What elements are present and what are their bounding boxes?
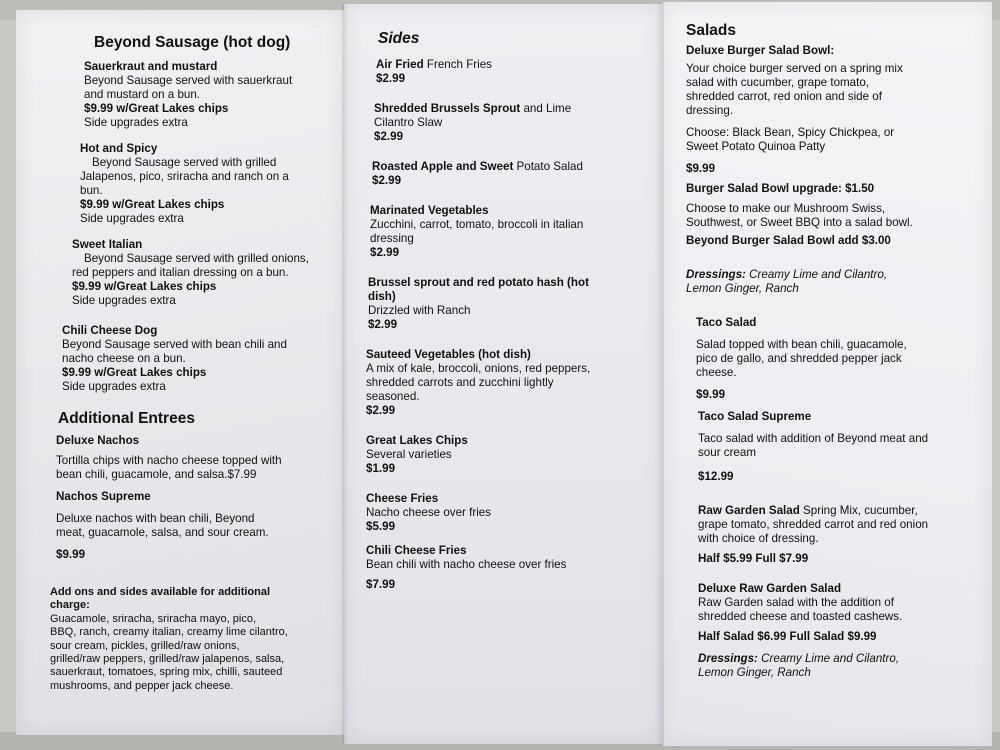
menu-column-middle	[366, 30, 638, 592]
item-price: $9.99 w/Great Lakes chips	[72, 280, 217, 293]
item-price: $9.99 w/Great Lakes chips	[62, 366, 207, 379]
item-desc: Bean chili with nacho cheese over fries	[366, 558, 567, 571]
item-price: $2.99	[376, 72, 406, 85]
menu-item-sauerkraut	[50, 60, 312, 130]
menu-item-sweet-italian	[50, 238, 312, 308]
addons-line: BBQ, ranch, creamy italian, creamy lime cilantro,	[50, 626, 288, 639]
item-price: $2.99	[372, 174, 402, 187]
side-item-brussels-slaw	[366, 102, 638, 144]
item-desc: Sweet Potato Quinoa Patty	[686, 140, 826, 153]
side-item-marinated-veg	[366, 204, 638, 260]
salad-item-upgrade	[686, 182, 948, 248]
item-name: Deluxe Raw Garden Salad	[698, 582, 842, 595]
item-desc: Salad topped with bean chili, guacamole,	[696, 338, 907, 351]
section-title-sides: Sides	[378, 30, 420, 47]
item-price: $7.99	[366, 578, 396, 591]
item-price: $9.99 w/Great Lakes chips	[84, 102, 229, 115]
side-item-chips	[366, 434, 638, 476]
item-desc: dressing	[370, 232, 414, 245]
side-item-fries	[366, 58, 638, 86]
dressings-note-2	[686, 652, 948, 680]
item-name: Hot and Spicy	[80, 142, 158, 155]
item-desc: Several varieties	[366, 448, 452, 461]
menu-item-deluxe-nachos	[50, 434, 312, 482]
item-name: Deluxe Nachos	[56, 434, 140, 447]
section-title-salads: Salads	[686, 22, 736, 39]
item-price: $9.99	[696, 388, 726, 401]
item-desc: Deluxe nachos with bean chili, Beyond	[56, 512, 255, 525]
item-name: Marinated Vegetables	[370, 204, 489, 217]
item-desc: bun.	[80, 184, 103, 197]
item-desc: Beyond Sausage served with grilled	[92, 156, 277, 169]
item-desc: red peppers and italian dressing on a bun.	[72, 266, 289, 279]
salad-item-burger-bowl	[686, 44, 948, 176]
dressings-text: Lemon Ginger, Ranch	[698, 666, 811, 679]
item-desc: Beyond Sausage served with bean chili and	[62, 338, 287, 351]
item-desc: and mustard on a bun.	[84, 88, 201, 101]
item-note: Side upgrades extra	[62, 380, 166, 393]
item-price: Half Salad $6.99 Full Salad $9.99	[698, 630, 877, 643]
item-desc: sour cream	[698, 446, 756, 459]
item-note: Side upgrades extra	[84, 116, 188, 129]
item-desc: bean chili, guacamole, and salsa.$7.99	[56, 468, 257, 481]
item-desc: Cilantro Slaw	[374, 116, 443, 129]
item-desc: Choose to make our Mushroom Swiss,	[686, 202, 886, 215]
item-name: Burger Salad Bowl upgrade: $1.50	[686, 182, 875, 195]
item-price: $9.99	[686, 162, 716, 175]
menu-column-right	[686, 22, 948, 680]
item-desc: pico de gallo, and shredded pepper jack	[696, 352, 902, 365]
item-price: $9.99	[56, 548, 86, 561]
addons-title: Add ons and sides available for additional	[50, 586, 271, 598]
paper-fold-left	[342, 4, 348, 744]
item-name: Nachos Supreme	[56, 490, 151, 503]
paper-fold-right	[656, 2, 664, 746]
item-desc: Your choice burger served on a spring mix	[686, 62, 903, 75]
item-note: Side upgrades extra	[72, 294, 176, 307]
item-desc: shredded cheese and toasted cashews.	[698, 610, 903, 623]
item-desc: cheese.	[696, 366, 737, 379]
side-item-cheese-fries	[366, 492, 638, 534]
item-price: Beyond Burger Salad Bowl add $3.00	[686, 234, 891, 247]
item-desc: Choose: Black Bean, Spicy Chickpea, or	[686, 126, 895, 139]
item-name: dish)	[368, 290, 396, 303]
item-desc: Taco salad with addition of Beyond meat and	[698, 432, 929, 445]
addons-line: sour cream, pickles, grilled/raw onions,	[50, 639, 240, 652]
item-desc: Beyond Sausage served with grilled onions,	[84, 252, 309, 265]
item-name: Sweet Italian	[72, 238, 143, 251]
item-desc: meat, guacamole, salsa, and sour cream.	[56, 526, 269, 539]
dressings-note-1	[686, 268, 948, 296]
item-desc: shredded carrots and zucchini lightly	[366, 376, 554, 389]
addons-title: charge:	[50, 599, 90, 612]
menu-item-chili-cheese-dog	[50, 324, 312, 394]
menu-item-nachos-supreme	[50, 490, 312, 562]
salad-item-deluxe-raw	[686, 582, 948, 644]
item-name: Taco Salad Supreme	[698, 410, 812, 423]
item-price: $9.99 w/Great Lakes chips	[80, 198, 225, 211]
item-desc: Spring Mix, cucumber,	[799, 504, 918, 517]
item-desc: Raw Garden salad with the addition of	[698, 596, 894, 609]
item-name: Chili Cheese Fries	[366, 544, 467, 557]
item-desc: with choice of dressing.	[698, 532, 819, 545]
item-price: $2.99	[374, 130, 404, 143]
item-name: Roasted Apple and Sweet	[372, 160, 514, 173]
item-name: Cheese Fries	[366, 492, 439, 505]
addons-block	[50, 586, 312, 693]
item-name: Air Fried	[376, 58, 424, 71]
item-desc: grape tomato, shredded carrot and red onion	[698, 518, 929, 531]
item-price: Half $5.99 Full $7.99	[698, 552, 809, 565]
section-title-sausage: Beyond Sausage (hot dog)	[94, 34, 291, 51]
item-desc: nacho cheese on a bun.	[62, 352, 186, 365]
item-name-rest: and Lime	[520, 102, 572, 115]
item-name: Chili Cheese Dog	[62, 324, 158, 337]
dressings-label: Dressings:	[686, 268, 746, 281]
section-title-entrees: Additional Entrees	[58, 410, 195, 427]
dressings-text: Creamy Lime and Cilantro,	[757, 652, 900, 665]
item-desc: Beyond Sausage served with sauerkraut	[84, 74, 293, 87]
dressings-text: Lemon Ginger, Ranch	[686, 282, 799, 295]
menu-item-hot-spicy	[50, 142, 312, 226]
item-name: Brussel sprout and red potato hash (hot	[368, 276, 589, 289]
item-desc: seasoned.	[366, 390, 420, 403]
item-name: Deluxe Burger Salad Bowl:	[686, 44, 835, 57]
item-price: $2.99	[370, 246, 400, 259]
item-name: Sauerkraut and mustard	[84, 60, 218, 73]
side-item-sauteed-veg	[366, 348, 638, 418]
item-desc: Tortilla chips with nacho cheese topped with	[56, 454, 282, 467]
side-item-apple-potato	[366, 160, 638, 188]
item-name: Shredded Brussels Sprout	[374, 102, 521, 115]
item-price: $12.99	[698, 470, 734, 483]
salad-item-taco	[686, 316, 948, 402]
item-note: Side upgrades extra	[80, 212, 184, 225]
item-desc: dressing.	[686, 104, 734, 117]
addons-line: Guacamole, sriracha, sriracha mayo, pico,	[50, 612, 257, 625]
item-desc: shredded carrot, red onion and side of	[686, 90, 882, 103]
item-price: $2.99	[366, 404, 396, 417]
item-name: Taco Salad	[696, 316, 757, 329]
side-item-hash	[366, 276, 638, 332]
side-item-chili-cheese-fries	[366, 544, 638, 592]
addons-line: mushrooms, and pepper jack cheese.	[50, 679, 234, 692]
item-name: Great Lakes Chips	[366, 434, 468, 447]
item-desc: Drizzled with Ranch	[368, 304, 471, 317]
item-desc: salad with cucumber, grape tomato,	[686, 76, 870, 89]
item-price: $5.99	[366, 520, 396, 533]
item-name-rest: Potato Salad	[513, 160, 583, 173]
salad-item-raw-garden	[686, 504, 948, 566]
item-name: Sauteed Vegetables (hot dish)	[366, 348, 531, 361]
dressings-text: Creamy Lime and Cilantro,	[745, 268, 888, 281]
addons-line: grilled/raw peppers, grilled/raw jalapenos, salsa,	[50, 653, 285, 666]
item-price: $2.99	[368, 318, 398, 331]
item-desc: Nacho cheese over fries	[366, 506, 492, 519]
item-desc: Southwest, or Sweet BBQ into a salad bowl.	[686, 216, 913, 229]
item-desc: A mix of kale, broccoli, onions, red peppers,	[366, 362, 591, 375]
item-desc: Zucchini, carrot, tomato, broccoli in italian	[370, 218, 584, 231]
item-name: Raw Garden Salad	[698, 504, 800, 517]
addons-line: sauerkraut, tomatoes, spring mix, chilli, sauteed	[50, 666, 283, 679]
dressings-label: Dressings:	[698, 652, 758, 665]
item-price: $1.99	[366, 462, 396, 475]
menu-column-left	[50, 34, 312, 693]
item-desc: Jalapenos, pico, sriracha and ranch on a	[80, 170, 289, 183]
item-name-rest: French Fries	[423, 58, 492, 71]
salad-item-taco-supreme	[686, 410, 948, 484]
